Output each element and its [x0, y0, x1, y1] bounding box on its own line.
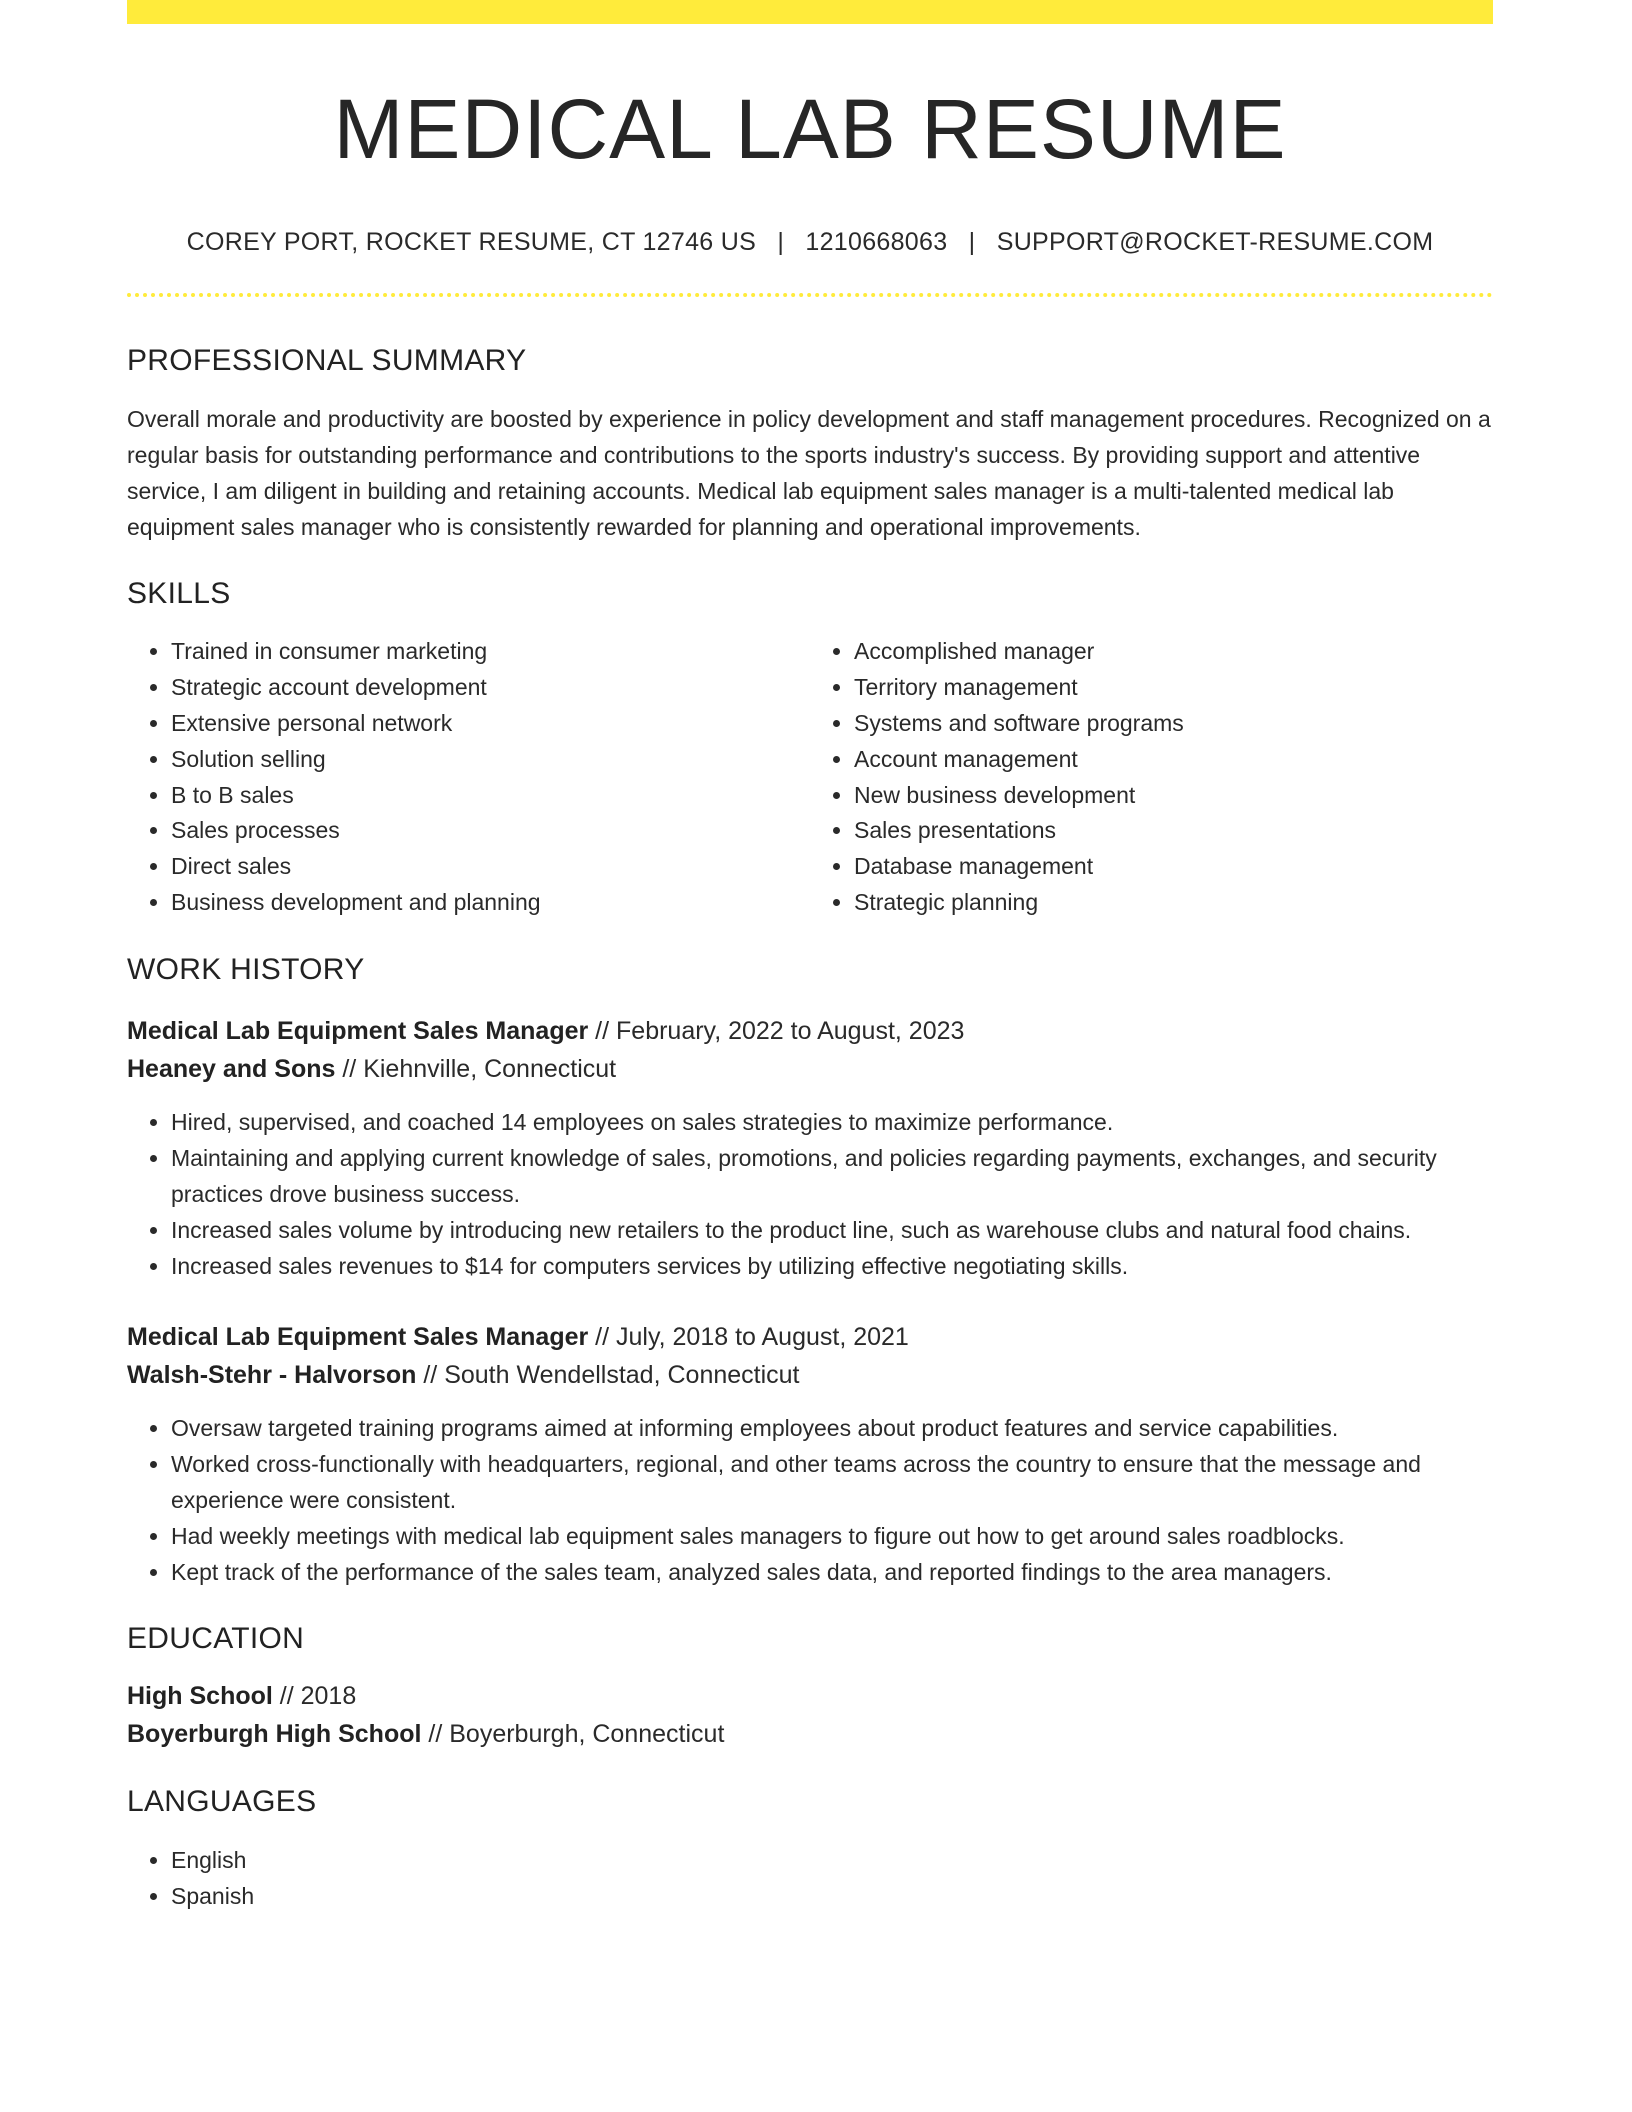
- list-item: • Hired, supervised, and coached 14 employees on sales strategies to maximize performance.: [171, 1104, 1493, 1140]
- job-company: Heaney and Sons: [127, 1054, 336, 1083]
- job-location: // Kiehnville, Connecticut: [335, 1054, 617, 1083]
- dotted-divider: [127, 293, 1493, 297]
- summary-text: Overall morale and productivity are boosted by experience in policy development and staff management procedures. Recognized on a regular basis for outstanding performance and contributions to the sports industry's success. By providing support and attentive service, I am diligent in building and retaining accounts. Medical lab equipment sales manager is a multi-talented medical lab equipment sales manager who is consistently rewarded for planning and operational improvements.: [127, 406, 1491, 541]
- list-item: • Spanish: [171, 1878, 1493, 1914]
- education-school: Boyerburgh High School: [127, 1719, 422, 1748]
- summary-heading: PROFESSIONAL SUMMARY: [127, 344, 527, 378]
- work-history-heading: WORK HISTORY: [127, 952, 365, 986]
- list-item: • Trained in consumer marketing: [171, 634, 810, 670]
- contact-separator: |: [777, 228, 785, 257]
- languages-heading: LANGUAGES: [127, 1784, 317, 1818]
- education-school-line: [127, 1715, 1493, 1753]
- list-item: • Business development and planning: [171, 885, 810, 921]
- resume-title: MEDICAL LAB RESUME: [333, 82, 1287, 176]
- list-item: • Kept track of the performance of the sales team, analyzed sales data, and reported findings to the area managers.: [171, 1554, 1493, 1590]
- list-item: • Had weekly meetings with medical lab equipment sales managers to figure out how to get around sales roadblocks.: [171, 1518, 1493, 1554]
- job-bullets: [127, 1410, 1493, 1590]
- education-location: // Boyerburgh, Connecticut: [421, 1719, 725, 1748]
- list-item: • Sales processes: [171, 813, 810, 849]
- skills-columns: [127, 634, 1493, 920]
- job-dates: // July, 2018 to August, 2021: [588, 1322, 909, 1351]
- job-role: Medical Lab Equipment Sales Manager: [127, 1016, 589, 1045]
- job-dates: // February, 2022 to August, 2023: [588, 1016, 965, 1045]
- list-item: • Direct sales: [171, 849, 810, 885]
- list-item: • Worked cross-functionally with headquarters, regional, and other teams across the country to ensure that the message and experience were consistent.: [171, 1446, 1493, 1518]
- skills-list-left: [127, 634, 810, 920]
- list-item: • Systems and software programs: [854, 706, 1493, 742]
- languages-list: [127, 1842, 1493, 1914]
- list-item: • Strategic planning: [854, 885, 1493, 921]
- job-company: Walsh-Stehr - Halvorson: [127, 1360, 417, 1389]
- list-item: • Increased sales revenues to $14 for computers services by utilizing effective negotiating skills.: [171, 1248, 1493, 1284]
- contact-email: SUPPORT@ROCKET-RESUME.COM: [996, 228, 1434, 257]
- education-entry: [127, 1677, 1493, 1753]
- list-item: • Sales presentations: [854, 813, 1493, 849]
- job-role: Medical Lab Equipment Sales Manager: [127, 1322, 589, 1351]
- education-year: // 2018: [272, 1681, 357, 1710]
- job-role-line: [127, 1318, 1493, 1356]
- top-accent-bar: [127, 0, 1493, 24]
- contact-line: [127, 227, 1493, 257]
- list-item: • Account management: [854, 742, 1493, 778]
- list-item: • Oversaw targeted training programs aimed at informing employees about product features and service capabilities.: [171, 1410, 1493, 1446]
- list-item: • English: [171, 1842, 1493, 1878]
- list-item: • Maintaining and applying current knowledge of sales, promotions, and policies regarding payments, exchanges, and security practices drove business success.: [171, 1140, 1493, 1212]
- list-item: • Extensive personal network: [171, 706, 810, 742]
- job-company-line: [127, 1050, 1493, 1088]
- contact-phone: 1210668063: [805, 228, 948, 257]
- job-entry: [127, 1318, 1493, 1590]
- contact-address: COREY PORT, ROCKET RESUME, CT 12746 US: [186, 228, 757, 257]
- education-degree-line: [127, 1677, 1493, 1715]
- list-item: • Increased sales volume by introducing new retailers to the product line, such as warehouse clubs and natural food chains.: [171, 1212, 1493, 1248]
- job-bullets: [127, 1104, 1493, 1284]
- job-location: // South Wendellstad, Connecticut: [416, 1360, 800, 1389]
- list-item: • Accomplished manager: [854, 634, 1493, 670]
- list-item: • Database management: [854, 849, 1493, 885]
- contact-separator: |: [968, 228, 976, 257]
- job-company-line: [127, 1356, 1493, 1394]
- job-entry: [127, 1012, 1493, 1284]
- list-item: • Strategic account development: [171, 670, 810, 706]
- education-heading: EDUCATION: [127, 1621, 305, 1655]
- resume-page: [127, 0, 1493, 1914]
- list-item: • New business development: [854, 778, 1493, 814]
- education-degree: High School: [127, 1681, 273, 1710]
- list-item: • B to B sales: [171, 778, 810, 814]
- list-item: • Territory management: [854, 670, 1493, 706]
- job-role-line: [127, 1012, 1493, 1050]
- skills-heading: SKILLS: [127, 577, 231, 611]
- list-item: • Solution selling: [171, 742, 810, 778]
- skills-list-right: [810, 634, 1493, 920]
